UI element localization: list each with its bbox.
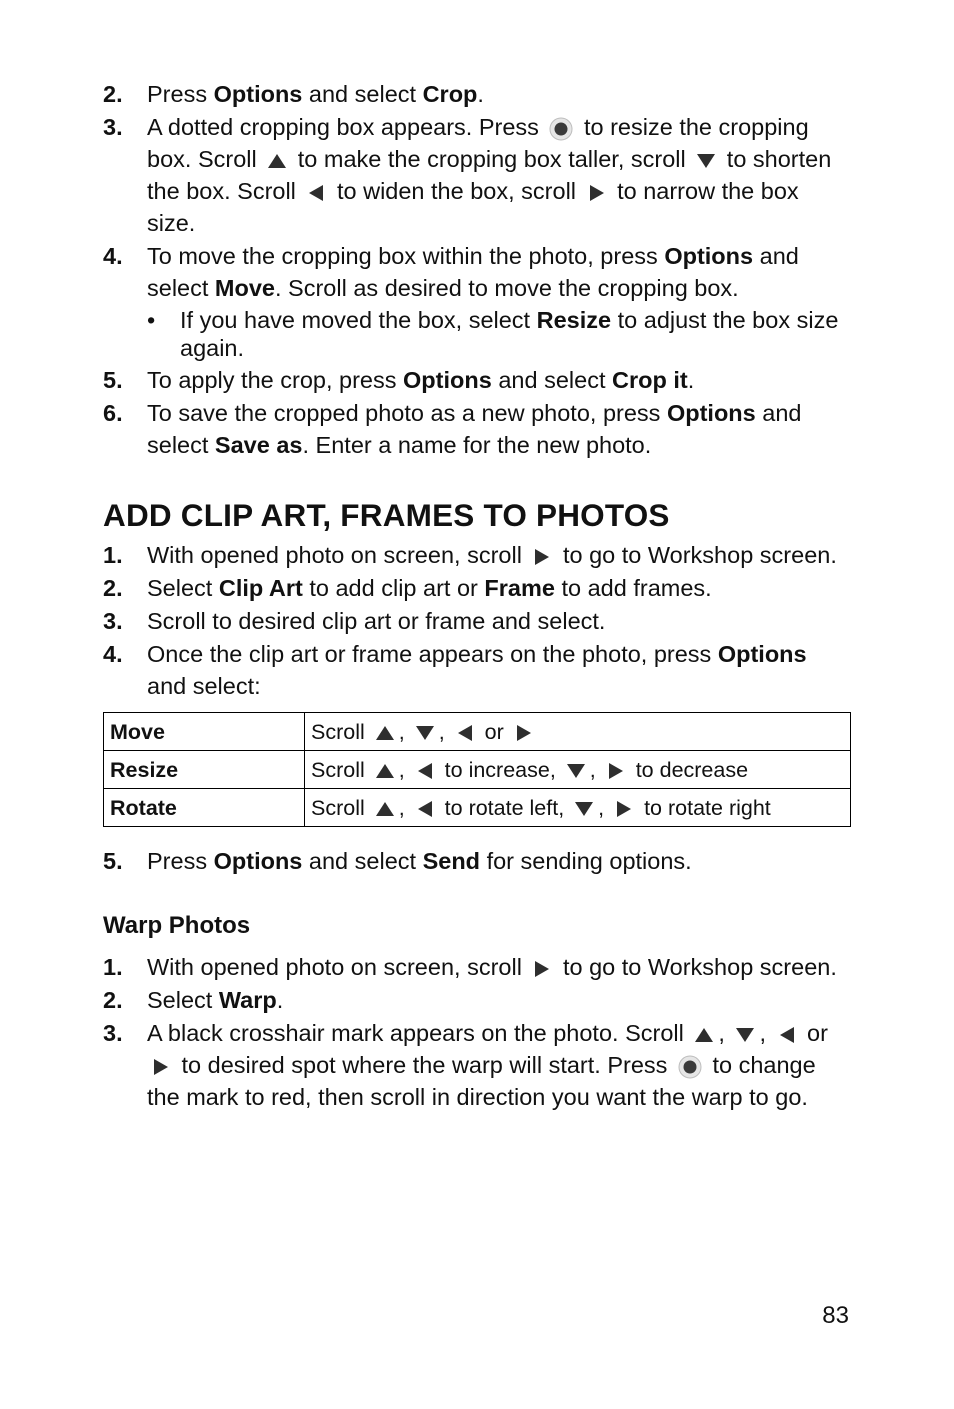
table-row <box>104 751 851 789</box>
step-item <box>103 605 851 637</box>
step-number: 2. <box>103 575 123 601</box>
scroll-up-arrow-icon <box>375 724 395 742</box>
text-run: If you have moved the box, select <box>180 307 537 333</box>
step-number: 2. <box>103 987 123 1013</box>
text-run: to rotate left, <box>438 795 571 820</box>
scroll-left-arrow-icon <box>415 800 435 818</box>
emphasis-term: Warp <box>218 987 277 1013</box>
step-number: 4. <box>103 641 123 667</box>
text-run: , <box>398 795 411 820</box>
emphasis-term: Crop it <box>612 367 688 393</box>
text-run: for sending options. <box>480 848 692 874</box>
step-item <box>103 951 851 983</box>
step-item <box>103 240 851 362</box>
emphasis-term: Options <box>664 243 754 269</box>
text-run: , <box>398 757 411 782</box>
text-run: and select <box>302 81 423 107</box>
scroll-right-arrow-icon <box>614 800 634 818</box>
bullet-dot: • <box>147 307 156 333</box>
option-name-cell: Move <box>104 713 305 751</box>
step-number: 1. <box>103 954 123 980</box>
option-name-cell: Rotate <box>104 789 305 827</box>
step-number: 2. <box>103 81 123 107</box>
options-table <box>103 712 851 827</box>
scroll-right-arrow-icon <box>532 548 552 566</box>
option-name-cell: Resize <box>104 751 305 789</box>
text-run: . Scroll as desired to move the cropping box. <box>275 275 739 301</box>
text-run: to increase, <box>438 757 562 782</box>
text-run: , <box>718 1020 732 1046</box>
text-run: and select: <box>147 673 261 699</box>
step-number: 5. <box>103 848 123 874</box>
step-item <box>103 572 851 604</box>
text-run: to desired spot where the warp will start. Press <box>175 1052 674 1078</box>
page-number: 83 <box>822 1302 849 1329</box>
text-run: to add frames. <box>554 575 712 601</box>
text-run: , <box>589 757 602 782</box>
scroll-right-arrow-icon <box>532 960 552 978</box>
step-item <box>103 539 851 571</box>
text-run: to rotate right <box>638 795 771 820</box>
emphasis-term: Move <box>214 275 275 301</box>
text-run: to change the mark to red, then scroll in direction you want the warp to go. <box>147 1052 816 1110</box>
text-run: to add clip art or <box>302 575 485 601</box>
text-run: . <box>276 987 284 1013</box>
step-number: 3. <box>103 608 123 634</box>
step-number: 3. <box>103 114 123 140</box>
text-run: to resize the cropping box. Scroll <box>147 114 809 172</box>
emphasis-term: Options <box>666 400 756 426</box>
option-description-cell <box>305 713 851 751</box>
emphasis-term: Resize <box>536 307 612 333</box>
sub-bullet-item <box>147 306 851 362</box>
clipart-steps-list <box>103 539 851 702</box>
emphasis-term: Options <box>403 367 492 393</box>
step-item <box>103 111 851 239</box>
text-run: to widen the box, scroll <box>330 178 583 204</box>
scroll-up-arrow-icon <box>267 152 287 170</box>
step-number: 5. <box>103 367 123 393</box>
scroll-down-arrow-icon <box>574 800 594 818</box>
text-run: , <box>398 719 411 744</box>
text-run: to decrease <box>629 757 749 782</box>
clipart-section-heading: ADD CLIP ART, FRAMES TO PHOTOS <box>103 497 670 533</box>
step-item <box>103 638 851 702</box>
scroll-right-arrow-icon <box>606 762 626 780</box>
emphasis-term: Options <box>213 81 303 107</box>
scroll-right-arrow-icon <box>587 184 607 202</box>
text-run: Select <box>147 575 219 601</box>
step-item <box>103 78 851 110</box>
text-run: To apply the crop, press <box>147 367 404 393</box>
step-item <box>103 845 851 877</box>
scroll-left-arrow-icon <box>455 724 475 742</box>
emphasis-term: Save as <box>214 432 303 458</box>
text-run: Once the clip art or frame appears on the photo, press <box>147 641 718 667</box>
emphasis-term: Send <box>422 848 481 874</box>
text-run: Press <box>147 848 214 874</box>
option-description-cell <box>305 789 851 827</box>
manual-page <box>103 78 851 1114</box>
text-run: to go to Workshop screen. <box>556 954 837 980</box>
emphasis-term: Clip Art <box>218 575 303 601</box>
scroll-right-arrow-icon <box>514 724 534 742</box>
option-description-cell <box>305 751 851 789</box>
scroll-down-arrow-icon <box>566 762 586 780</box>
step-number: 1. <box>103 542 123 568</box>
text-run: Select <box>147 987 219 1013</box>
text-run: and select <box>491 367 612 393</box>
text-run: Scroll <box>311 757 371 782</box>
text-run: and select <box>147 400 802 458</box>
text-run: Scroll <box>311 795 371 820</box>
text-run: With opened photo on screen, scroll <box>147 954 529 980</box>
text-run: To save the cropped photo as a new photo, press <box>147 400 667 426</box>
text-run: . <box>477 81 484 107</box>
text-run: A black crosshair mark appears on the photo. Scroll <box>147 1020 691 1046</box>
crop-steps-list <box>103 78 851 461</box>
center-select-key-icon <box>678 1055 702 1079</box>
step-item <box>103 984 851 1016</box>
text-run: and select <box>302 848 423 874</box>
step-item <box>103 397 851 461</box>
text-run: A dotted cropping box appears. Press <box>147 114 546 140</box>
table-row <box>104 713 851 751</box>
scroll-left-arrow-icon <box>415 762 435 780</box>
text-run: to narrow the box size. <box>147 178 799 236</box>
emphasis-term: Frame <box>484 575 555 601</box>
text-run: Scroll to desired clip art or frame and select. <box>147 608 606 634</box>
warp-steps-list <box>103 951 851 1113</box>
scroll-down-arrow-icon <box>735 1026 755 1044</box>
warp-section-heading: Warp Photos <box>103 912 251 939</box>
text-run: to adjust the box size again. <box>180 307 839 361</box>
emphasis-term: Options <box>717 641 807 667</box>
text-run: or <box>478 719 510 744</box>
scroll-left-arrow-icon <box>306 184 326 202</box>
text-run: to make the cropping box taller, scroll <box>291 146 693 172</box>
scroll-up-arrow-icon <box>375 800 395 818</box>
sub-bullet-list <box>147 306 851 362</box>
step-number: 6. <box>103 400 123 426</box>
text-run: . Enter a name for the new photo. <box>302 432 652 458</box>
text-run: . <box>687 367 695 393</box>
text-run: Press <box>147 81 214 107</box>
text-run: , <box>598 795 611 820</box>
step-number: 3. <box>103 1020 123 1046</box>
step-number: 4. <box>103 243 123 269</box>
text-run: to go to Workshop screen. <box>556 542 837 568</box>
text-run: , <box>759 1020 773 1046</box>
scroll-right-arrow-icon <box>151 1058 171 1076</box>
table-row <box>104 789 851 827</box>
text-run: or <box>800 1020 828 1046</box>
center-select-key-icon <box>549 117 573 141</box>
scroll-down-arrow-icon <box>415 724 435 742</box>
emphasis-term: Crop <box>422 81 478 107</box>
emphasis-term: Options <box>213 848 303 874</box>
clipart-after-steps-list <box>103 845 851 877</box>
scroll-up-arrow-icon <box>375 762 395 780</box>
scroll-up-arrow-icon <box>694 1026 714 1044</box>
text-run: To move the cropping box within the photo, press <box>147 243 665 269</box>
text-run: , <box>438 719 451 744</box>
options-table-body <box>104 713 851 827</box>
scroll-left-arrow-icon <box>777 1026 797 1044</box>
text-run: to shorten the box. Scroll <box>147 146 832 204</box>
step-item <box>103 364 851 396</box>
text-run: With opened photo on screen, scroll <box>147 542 529 568</box>
text-run: and select <box>147 243 799 301</box>
text-run: Scroll <box>311 719 371 744</box>
scroll-down-arrow-icon <box>696 152 716 170</box>
step-item <box>103 1017 851 1113</box>
